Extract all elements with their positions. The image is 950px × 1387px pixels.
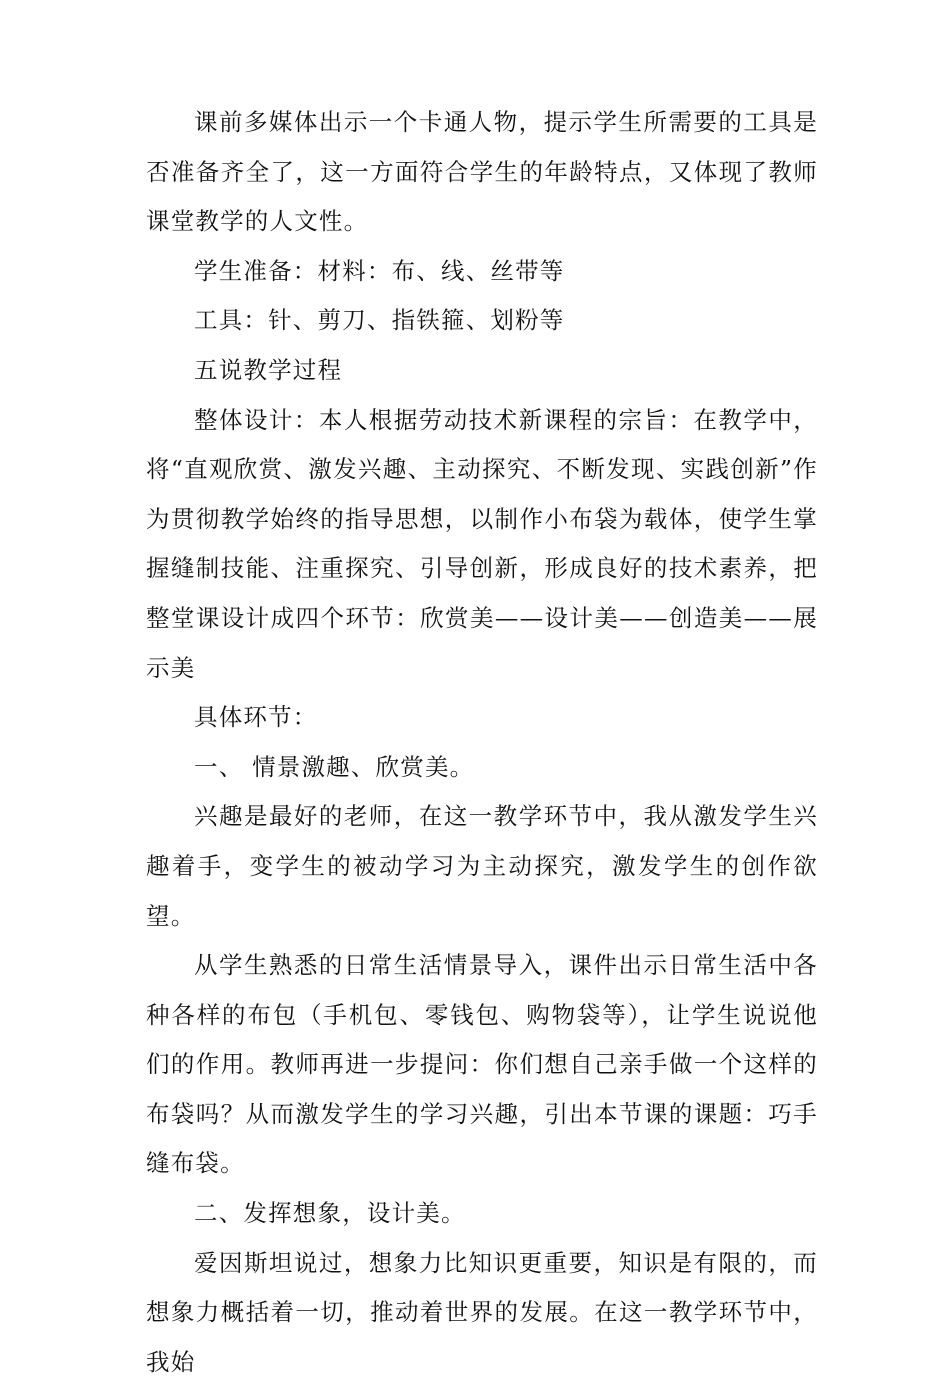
document-body <box>146 98 818 1387</box>
paragraph-imagination: 爱因斯坦说过，想象力比知识更重要，知识是有限的，而想象力概括着一切，推动着世界的发展。在这一教学环节中，我始 <box>146 1248 818 1376</box>
paragraph-specific-steps: 具体环节： <box>194 703 318 732</box>
paragraph-daily-life: 从学生熟悉的日常生活情景导入，课件出示日常生活中各种各样的布包（手机包、零钱包、购物袋等），让学生说说他们的作用。教师再进一步提问：你们想自己亲手做一个这样的布袋吗？从而激发学生的学习兴趣，引出本节课的课题：巧手缝布袋。 <box>146 951 818 1178</box>
paragraph-overall-design: 整体设计：本人根据劳动技术新课程的宗旨：在教学中，将“直观欣赏、激发兴趣、主动探究、不断发现、实践创新”作为贯彻教学始终的指导思想，以制作小布袋为载体，使学生掌握缝制技能、注重探究、引导创新，形成良好的技术素养，把整堂课设计成四个环节：欣赏美——设计美——创造美——展示美 <box>146 405 818 682</box>
paragraph-interest: 兴趣是最好的老师，在这一教学环节中，我从激发学生兴趣着手，变学生的被动学习为主动探究，激发学生的创作欲望。 <box>146 802 818 930</box>
paragraph-student-materials: 学生准备：材料：布、线、丝带等 <box>194 256 565 285</box>
section-heading-teaching-process: 五说教学过程 <box>194 355 343 384</box>
step-heading-2: 二、发挥想象，设计美。 <box>194 1199 466 1228</box>
step-heading-1: 一、 情景激趣、欣赏美。 <box>194 752 475 781</box>
paragraph-tools: 工具：针、剪刀、指铁箍、划粉等 <box>194 306 565 335</box>
paragraph-intro: 课前多媒体出示一个卡通人物，提示学生所需要的工具是否准备齐全了，这一方面符合学生的年龄特点，又体现了教师课堂教学的人文性。 <box>146 108 818 236</box>
